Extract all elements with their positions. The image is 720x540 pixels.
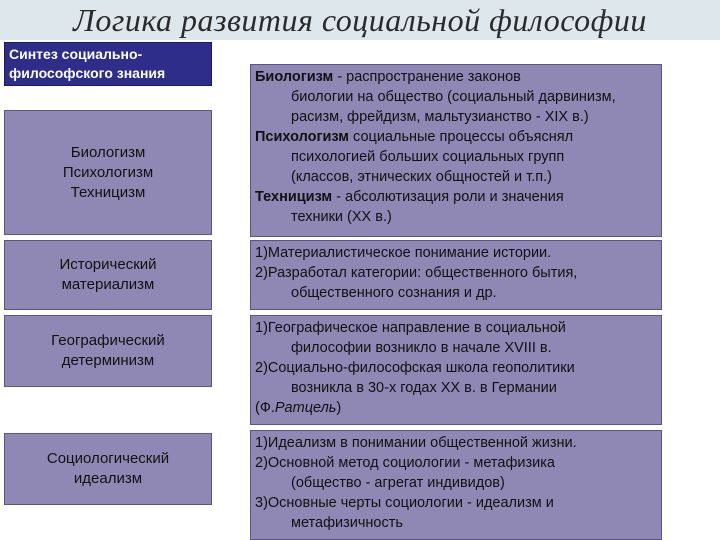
left-box-biologism: Биологизм Психологизм Техницизм [4,110,212,235]
left-box-historical-materialism: Исторический материализм [4,240,212,310]
text-line: биологии на общество (социальный дарвинизм, [291,89,616,105]
term-label: Психологизм [255,129,350,145]
text-span: (Ф. [255,400,275,416]
text-line: 1)Идеализм в понимании общественной жизни. [255,435,577,451]
text-span: ) [336,400,342,416]
slide-title: Логика развития социальной философии [73,2,647,38]
text-line: (классов, этнических общностей и т.п.) [291,169,552,185]
text-line: общественного сознания и др. [291,285,497,301]
text-line: расизм, фрейдизм, мальтузианство - XIX в.) [291,109,589,125]
author-name: Ратцель [274,400,337,416]
left-box-sociological-idealism: Социологический идеализм [4,433,212,505]
text-line: 2)Социально-философская школа геополитики [255,360,575,376]
text-span: - распространение законов [333,69,521,85]
left-box-geographical-determinism: Географический детерминизм [4,315,212,387]
term-label: Техницизм [255,189,333,205]
term-label: Биологизм [255,69,334,85]
text-line [255,398,657,418]
right-box-historical-materialism [250,240,662,310]
text-span: - абсолютизация роли и значения [332,189,564,205]
text-line: 2)Основной метод социологии - метафизика [255,455,555,471]
right-box-geographical-determinism [250,315,662,425]
right-box-biologism [250,64,662,237]
text-line: 3)Основные черты социологии - идеализм и [255,495,554,511]
text-line: возникла в 30-х годах XX в. в Германии [291,380,557,396]
text-line: 1)Материалистическое понимание истории. [255,245,552,261]
text-line: метафизичность [291,515,403,531]
text-line: техники (XX в.) [291,209,392,225]
text-line [255,127,657,147]
right-box-sociological-idealism [250,430,662,540]
text-line: психологией больших социальных групп [291,149,565,165]
text-line [255,67,657,87]
text-line: 1)Географическое направление в социальной [255,320,566,336]
text-line: 2)Разработал категории: общественного бытия, [255,265,578,281]
text-line [255,187,657,207]
header-box: Синтез социально-философского знания [4,42,212,86]
text-line: (общество - агрегат индивидов) [291,475,505,491]
text-line: философии возникло в начале XVIII в. [291,340,552,356]
text-span: социальные процессы объяснял [349,129,574,145]
